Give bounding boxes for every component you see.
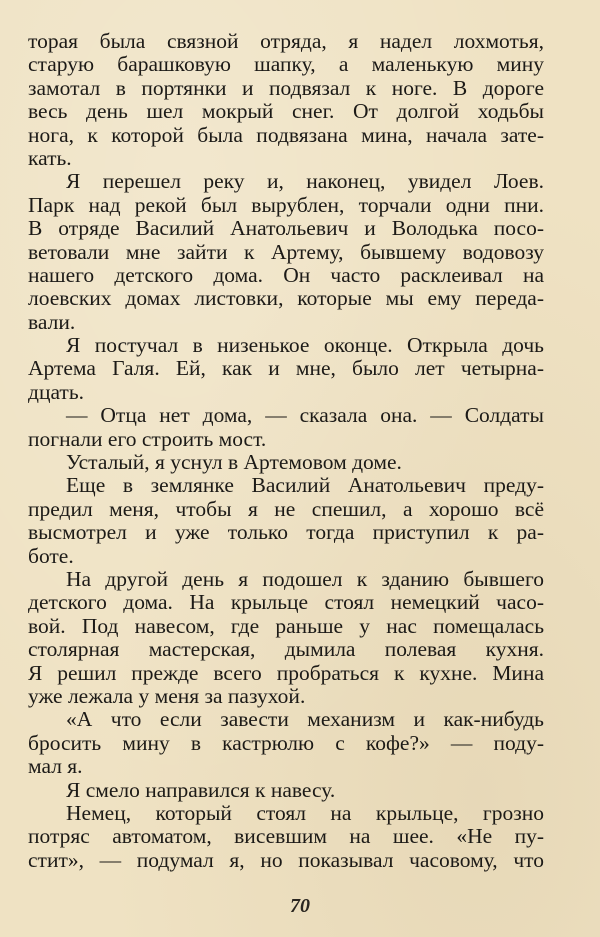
text-line: уже лежала у меня за пазухой. bbox=[28, 683, 306, 708]
text-line: дцать. bbox=[28, 379, 85, 404]
text-line: нога, к которой была подвязана мина, начала зате- bbox=[28, 122, 544, 147]
text-line: высмотрел и уже только тогда приступил к ра- bbox=[28, 520, 544, 545]
text-line: Я постучал в низенькое оконце. Открыла дочь bbox=[66, 333, 544, 358]
text-line: На другой день я подошел к зданию бывшего bbox=[66, 566, 544, 591]
text-line: Усталый, я уснул в Артемовом доме. bbox=[66, 450, 402, 475]
text-line: вали. bbox=[28, 309, 76, 334]
text-line: погнали его строить мост. bbox=[28, 426, 267, 451]
text-line: Еще в землянке Василий Анатольевич преду- bbox=[66, 473, 544, 498]
text-line: бросить мину в кастрюлю с кофе?» — поду- bbox=[28, 730, 544, 755]
text-line: детского дома. На крыльце стоял немецкий часо- bbox=[28, 590, 544, 615]
text-line: столярная мастерская, дымила полевая кухня. bbox=[28, 637, 544, 662]
text-line: потряс автоматом, висевшим на шее. «Не пу- bbox=[28, 824, 544, 849]
text-line: лоевских домах листовки, которые мы ему переда- bbox=[28, 286, 544, 311]
text-line: вой. Под навесом, где раньше у нас помещалась bbox=[28, 613, 544, 638]
body-text bbox=[28, 30, 544, 872]
text-line: замотал в портянки и подвязал к ноге. В дороге bbox=[28, 75, 544, 100]
text-line: Артема Галя. Ей, как и мне, было лет четырна- bbox=[28, 356, 544, 381]
text-line: Я смело направился к навесу. bbox=[66, 777, 336, 802]
text-line: нашего детского дома. Он часто расклеивал на bbox=[28, 262, 544, 287]
text-line: старую барашковую шапку, а маленькую мину bbox=[28, 52, 544, 77]
text-line: Я решил прежде всего пробраться к кухне. Мина bbox=[28, 660, 544, 685]
text-line: кать. bbox=[28, 145, 72, 170]
text-line: «А что если завести механизм и как-нибудь bbox=[66, 707, 544, 732]
text-line: — Отца нет дома, — сказала она. — Солдаты bbox=[66, 403, 544, 428]
text-line: стит», — подумал я, но показывал часовому, что bbox=[28, 847, 544, 872]
text-line: боте. bbox=[28, 543, 74, 568]
text-line: весь день шел мокрый снег. От долгой ходьбы bbox=[28, 99, 544, 124]
text-line: ветовали мне зайти к Артему, бывшему водовозу bbox=[28, 239, 544, 264]
text-line: торая была связной отряда, я надел лохмотья, bbox=[28, 29, 544, 53]
text-line: мал я. bbox=[28, 754, 83, 779]
text-line: Парк над рекой был вырублен, торчали одни пни. bbox=[28, 192, 544, 217]
page-number: 70 bbox=[290, 895, 310, 917]
text-line: Я перешел реку и, наконец, увидел Лоев. bbox=[66, 169, 544, 194]
text-line: предил меня, чтобы я не спешил, а хорошо всё bbox=[28, 496, 544, 521]
text-line: Немец, который стоял на крыльце, грозно bbox=[66, 800, 544, 825]
text-line: В отряде Василий Анатольевич и Володька посо- bbox=[28, 216, 544, 241]
